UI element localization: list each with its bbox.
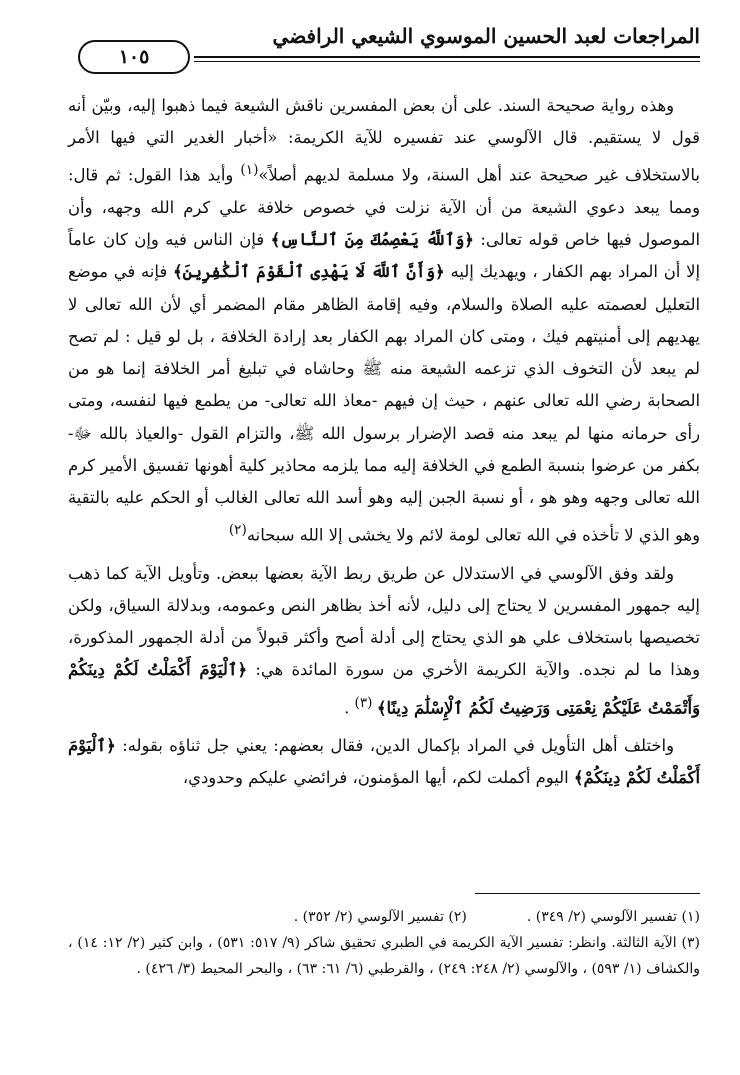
quran-verse: ﴿وَأَنَّ ٱللَّهَ لَا يَهْدِى ٱلْقَوْمَ ٱلْكَٰفِرِينَ﴾ — [173, 262, 445, 282]
paragraph — [68, 90, 700, 552]
quran-verse: ﴿ٱلْيَوْمَ أَكْمَلْتُ لَكُمْ دِينَكُمْ﴾ — [68, 736, 700, 788]
footnotes — [68, 904, 700, 982]
quran-verse: ﴿ٱلْيَوْمَ أَكْمَلْتُ لَكُمْ دِينَكُمْ وَأَتْمَمْتُ عَلَيْكُمْ نِعْمَتِى وَرَضِيتُ لَكُمُ ٱلْإِسْلَٰمَ دِينًا﴾ — [68, 660, 700, 718]
text-run: وأيد هذا القول: ثم قال: ومما يبعد دعوي الشيعة من أن الآية نزلت في خصوص خلافة علي كرم الله وجهه، وأن الموصول فيها خاص قوله تعالى: — [68, 165, 700, 250]
text-run: اليوم أكملت لكم، أيها المؤمنون، فرائضي عليكم وحدودي، — [182, 768, 574, 788]
paragraph — [68, 558, 700, 724]
text-run: . — [344, 698, 355, 718]
text-run: فإن الناس فيه وإن كان عاماً إلا أن المراد بهم الكفار ، ويهديك إليه — [68, 230, 700, 282]
text-run: واختلف أهل التأويل في المراد بإكمال الدين، فقال بعضهم: يعني جل ثناؤه بقوله: — [115, 736, 674, 756]
footnote-3: (٣) الآية الثالثة. وانظر: تفسير الآية الكريمة في الطبري تحقيق شاكر (٩/ ٥١٧: ٥٣١) ، وابن كثير (٢/ ١٢: ١٤) ، والكشاف (١/ ٥٩٣) ، والآلوسي (٢/ ٢٤٨: ٢٤٩) ، والقرطبي (٦/ ٦١: ٦٣) ، والبحر المحيط (٣/ ٤٢٦) . — [68, 935, 701, 977]
footnote-ref: (١) — [240, 162, 259, 179]
text-run: فإنه في موضع التعليل لعصمته عليه الصلاة والسلام، وفيه إقامة الظاهر مقام المضمر أي لأن الله تعالى لا يهديهم إلى أمنيتهم فيك ، ومتى كان المراد بهم الكفار بعد إرادة الخلافة ، بل لو قيل : لم تصح لم يبعد لأن التخوف الذي تزعمه الشيعة منه ﷺ وحاشاه في تبليغ أمر الخلافة إنما هو من الصحابة رضي الله تعالى عنهم ، حيث إن فيهم -معاذ الله تعالى- من يطمع فيها لنفسه، ومتى رأى حرمانه منها لم يبعد منه قصد الإضرار برسول الله ﷺ، والتزام القول -والعياذ بالله ﷻ- بكفر من عرضوا بنسبة الطمع في الخلافة إليه مما يلزمه محاذير كلية أهونها تفسيق الأمير كرم الله تعالى وجهه وهو هو ، أو نسبة الجبن إليه وهو أسد الله تعالى الغالب أو الحكم عليه بالتقية وهو الذي لا تأخذه في الله تعالى لومة لائم ولا يخشى إلا الله سبحانه — [68, 262, 700, 545]
text-run: ولقد وفق الآلوسي في الاستدلال عن طريق ربط الآية بعضها ببعض. وتأويل الآية كما ذهب إليه جمهور المفسرين لا يحتاج إلى دليل، لأنه أخذ بظاهر النص وعمومه، وبدلالة السياق، ولكن تخصيصها باستخلاف علي هو الذي يحتاج إلى أدلة أصح وأكثر قبولاً من أدلة الجمهور المذكورة، وهذا ما لم نجده. والآية الكريمة الأخري من سورة المائدة هي: — [68, 563, 700, 680]
paragraph — [68, 730, 700, 794]
header-rule — [194, 56, 700, 58]
footnote-ref: (٣) — [354, 694, 377, 711]
quran-verse: ﴿وَٱللَّهُ يَعْصِمُكَ مِنَ ٱلنَّاسِ﴾ — [270, 230, 474, 250]
main-text — [68, 90, 700, 795]
footnote-separator — [475, 893, 700, 894]
footnote-row — [68, 904, 700, 930]
footnote-ref: (٢) — [228, 522, 247, 539]
page-number-badge: ١٠٥ — [78, 40, 190, 74]
header-rule-thin — [194, 61, 700, 62]
running-title: المراجعات لعبد الحسين الموسوي الشيعي الرافضي — [272, 24, 700, 48]
page-header — [78, 18, 700, 70]
footnote-1: (١) تفسير الآلوسي (٢/ ٣٤٩) . — [526, 909, 700, 925]
footnote-2: (٢) تفسير الآلوسي (٢/ ٣٥٢) . — [293, 909, 467, 925]
text-run: وهذه رواية صحيحة السند. على أن بعض المفسرين ناقش الشيعة فيما ذهبوا إليه، وبيّن أنه قول لا يستقيم. قال الآلوسي عند تفسيره للآية الكريمة: «أخبار الغدير التي فيها الأمر بالاستخلاف غير صحيحة عند أهل السنة، ولا مسلمة لديهم أصلاً» — [68, 96, 700, 185]
